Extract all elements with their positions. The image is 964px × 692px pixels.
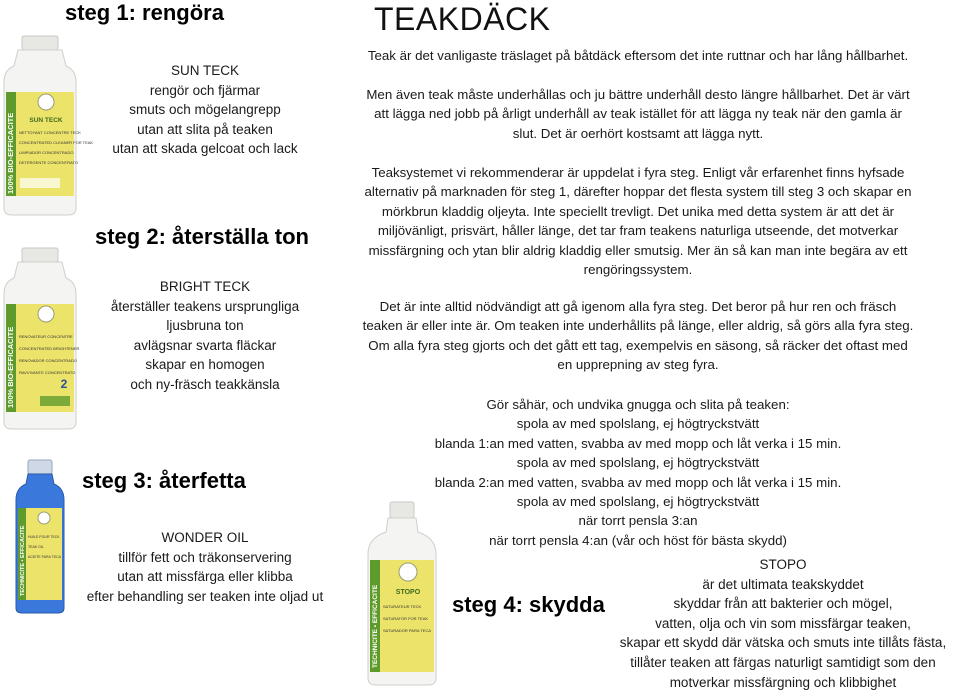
step1-line: rengör och fjärmar [149,82,261,98]
step1-heading: steg 1: rengöra [65,0,224,25]
step2-product-name: BRIGHT TECK [159,279,251,294]
step4-line: skyddar från att bakterier och mögel, [673,596,893,612]
step4-line: är det ultimata teakskyddet [702,576,864,592]
step3-bottle-band: TECHNICITE • EFFICACITE [20,525,26,596]
instruction-step: när torrt pensla 4:an (vår och höst för bästa skydd) [489,532,787,548]
step2-bottle-line: CONCENTRATED BRIGHTENER [19,346,80,351]
step3-line: utan att missfärga eller klibba [117,569,293,585]
paragraph-line: teaken är eller inte är. Om teaken inte underhållits på länge, eller aldrig, så görs alla fyra steg. [362,318,914,334]
step1-line: utan att skada gelcoat och lack [112,141,298,157]
paragraph-line: mörkbrun kladdig oljeyta. Inte speciellt trevligt. Det unika med detta system är att det är [381,203,895,219]
step1-bottle-band: 100% BIO-EFFICACITE [6,112,15,194]
paragraph-line: en upprepning av steg fyra. [557,357,719,373]
step4-bottle-line: SATURATOR FOR TEAK [383,616,429,621]
step3-description [70,528,340,606]
step3-bottle-line: TEAK OIL [28,545,44,549]
step1-line: utan att slita på teaken [137,121,273,137]
step2-line: ljusbruna ton [166,318,244,334]
instruction-step: blanda 1:an med vatten, svabba av med mopp och låt verka i 15 min. [434,435,842,451]
page-title: TEAKDÄCK [374,1,551,37]
paragraph-line: Teaksystemet vi rekommenderar är uppdelat i fyra steg. Enligt vår erfarenhet finns hyfsade [371,165,905,180]
step2-line: skapar en homogen [145,357,265,373]
paragraph-line: Men även teak måste underhållas och ju bättre underhåll desto längre hållbarhet. Det är värt [366,87,910,102]
step3-bottle-line: HUILE POUR TECK [28,535,60,539]
maintenance-paragraph [336,85,940,143]
step2-bottle-image [0,248,80,430]
step2-line: avlägsnar svarta fläckar [133,337,277,353]
step2-bottle-line: RAVVIVANTE CONCENTRATO [19,370,76,375]
instruction-intro: Gör såhär, och undvika gnugga och slita på teaken: [486,397,790,412]
step1-bottle-name: SUN TECK [29,117,63,124]
intro-paragraph [336,46,940,65]
step4-heading: steg 4: skydda [452,592,605,617]
step2-bottle-band: 100% BIO-EFFICACITE [6,326,15,408]
step4-bottle-line: SATURATEUR TECK [383,604,422,609]
step4-line: skapar ett skydd där vätska och smuts inte tillåts fästa, [619,635,947,651]
step4-bottle-line: SATURADOR PARA TECA [383,628,432,633]
step1-bottle-line: NETTOYANT CONCENTRE TECK [19,130,81,135]
instruction-step: spola av med spolslang, ej högtryckstvätt [516,494,760,510]
step2-line: och ny-fräsch teakkänsla [130,376,280,392]
instructions-list [336,395,940,550]
step4-line: motverkar missfärgning och klibbighet [669,674,897,690]
step4-bottle-name: STOPO [395,589,421,596]
step3-product-name: WONDER OIL [161,530,249,545]
step3-bottle-line: ACEITE PARA TECA [28,555,61,559]
paragraph-line: slut. Det är oerhört kostsamt att lägga nytt. [512,125,764,141]
instruction-step: när torrt pensla 3:an [578,513,698,529]
step3-bottle-image [14,460,66,614]
step3-line: tillför fett och träkonservering [118,549,292,565]
step4-product-name: STOPO [759,557,807,572]
step1-product-name: SUN TECK [170,63,239,78]
step2-bottle-number: 2 [60,377,68,391]
paragraph-line: missfärgning och ytan blir aldrig kladdig eller smutsig. Mer än så kan man inte begära av ett [368,242,908,258]
step1-description [95,61,315,159]
paragraph-line: Om alla fyra steg gjorts och det gått ett tag, exempelvis en säsong, så räcker det oftast med [368,337,908,353]
step1-bottle-line: LIMPIADOR CONCENTRADO [19,150,74,155]
paragraph-line: alternativ på marknaden för steg 1, därefter hoppar det flesta system till steg 3 och skapar en [364,184,912,200]
step4-line: tillåter teaken att färgas naturligt samtidigt som den [630,654,936,670]
step2-heading: steg 2: återställa ton [95,224,309,249]
steps-needed-paragraph [336,297,940,375]
step1-bottle-line: CONCENTRATED CLEANER FOR TEAK [19,140,94,145]
step1-line: smuts och mögelangrepp [129,102,281,118]
step3-line: efter behandling ser teaken inte oljad ut [86,588,324,604]
instruction-step: spola av med spolslang, ej högtryckstvätt [516,416,760,432]
step1-bottle-line: DETERGENTE CONCENTRATO [19,160,78,165]
paragraph-line: miljövänligt, prisvärt, håller länge, det tar fram teakens naturliga utseende, det motverkar [377,223,899,239]
step3-heading: steg 3: återfetta [82,468,246,493]
paragraph-line: rengöringssystem. [583,262,693,278]
step2-description [95,277,315,395]
instruction-step: blanda 2:an med vatten, svabba av med mopp och låt verka i 15 min. [434,474,842,490]
step4-bottle-band: TECHNICITE • EFFICACITE [372,584,379,668]
step4-line: vatten, olja och vin som missfärgar teaken, [655,615,911,631]
system-paragraph [336,163,940,279]
step2-bottle-line: RENOVADOR CONCENTRADO [19,358,77,363]
paragraph-line: att lägga ned jobb på årligt underhåll av teak istället för att lägga ny teak när den gamla är [374,106,902,122]
instruction-step: spola av med spolslang, ej högtryckstvätt [516,455,760,471]
step1-bottle-image [0,36,94,216]
paragraph-line: Teak är det vanligaste träslaget på båtdäck eftersom det inte ruttnar och har lång hållbarhet. [367,48,909,63]
step2-line: återställer teakens ursprungliga [110,298,300,314]
step2-bottle-line: RENOVATEUR CONCENTRE [19,334,73,339]
step4-description [602,555,964,692]
paragraph-line: Det är inte alltid nödvändigt att gå igenom alla fyra steg. Det beror på hur ren och fräsch [379,299,897,314]
